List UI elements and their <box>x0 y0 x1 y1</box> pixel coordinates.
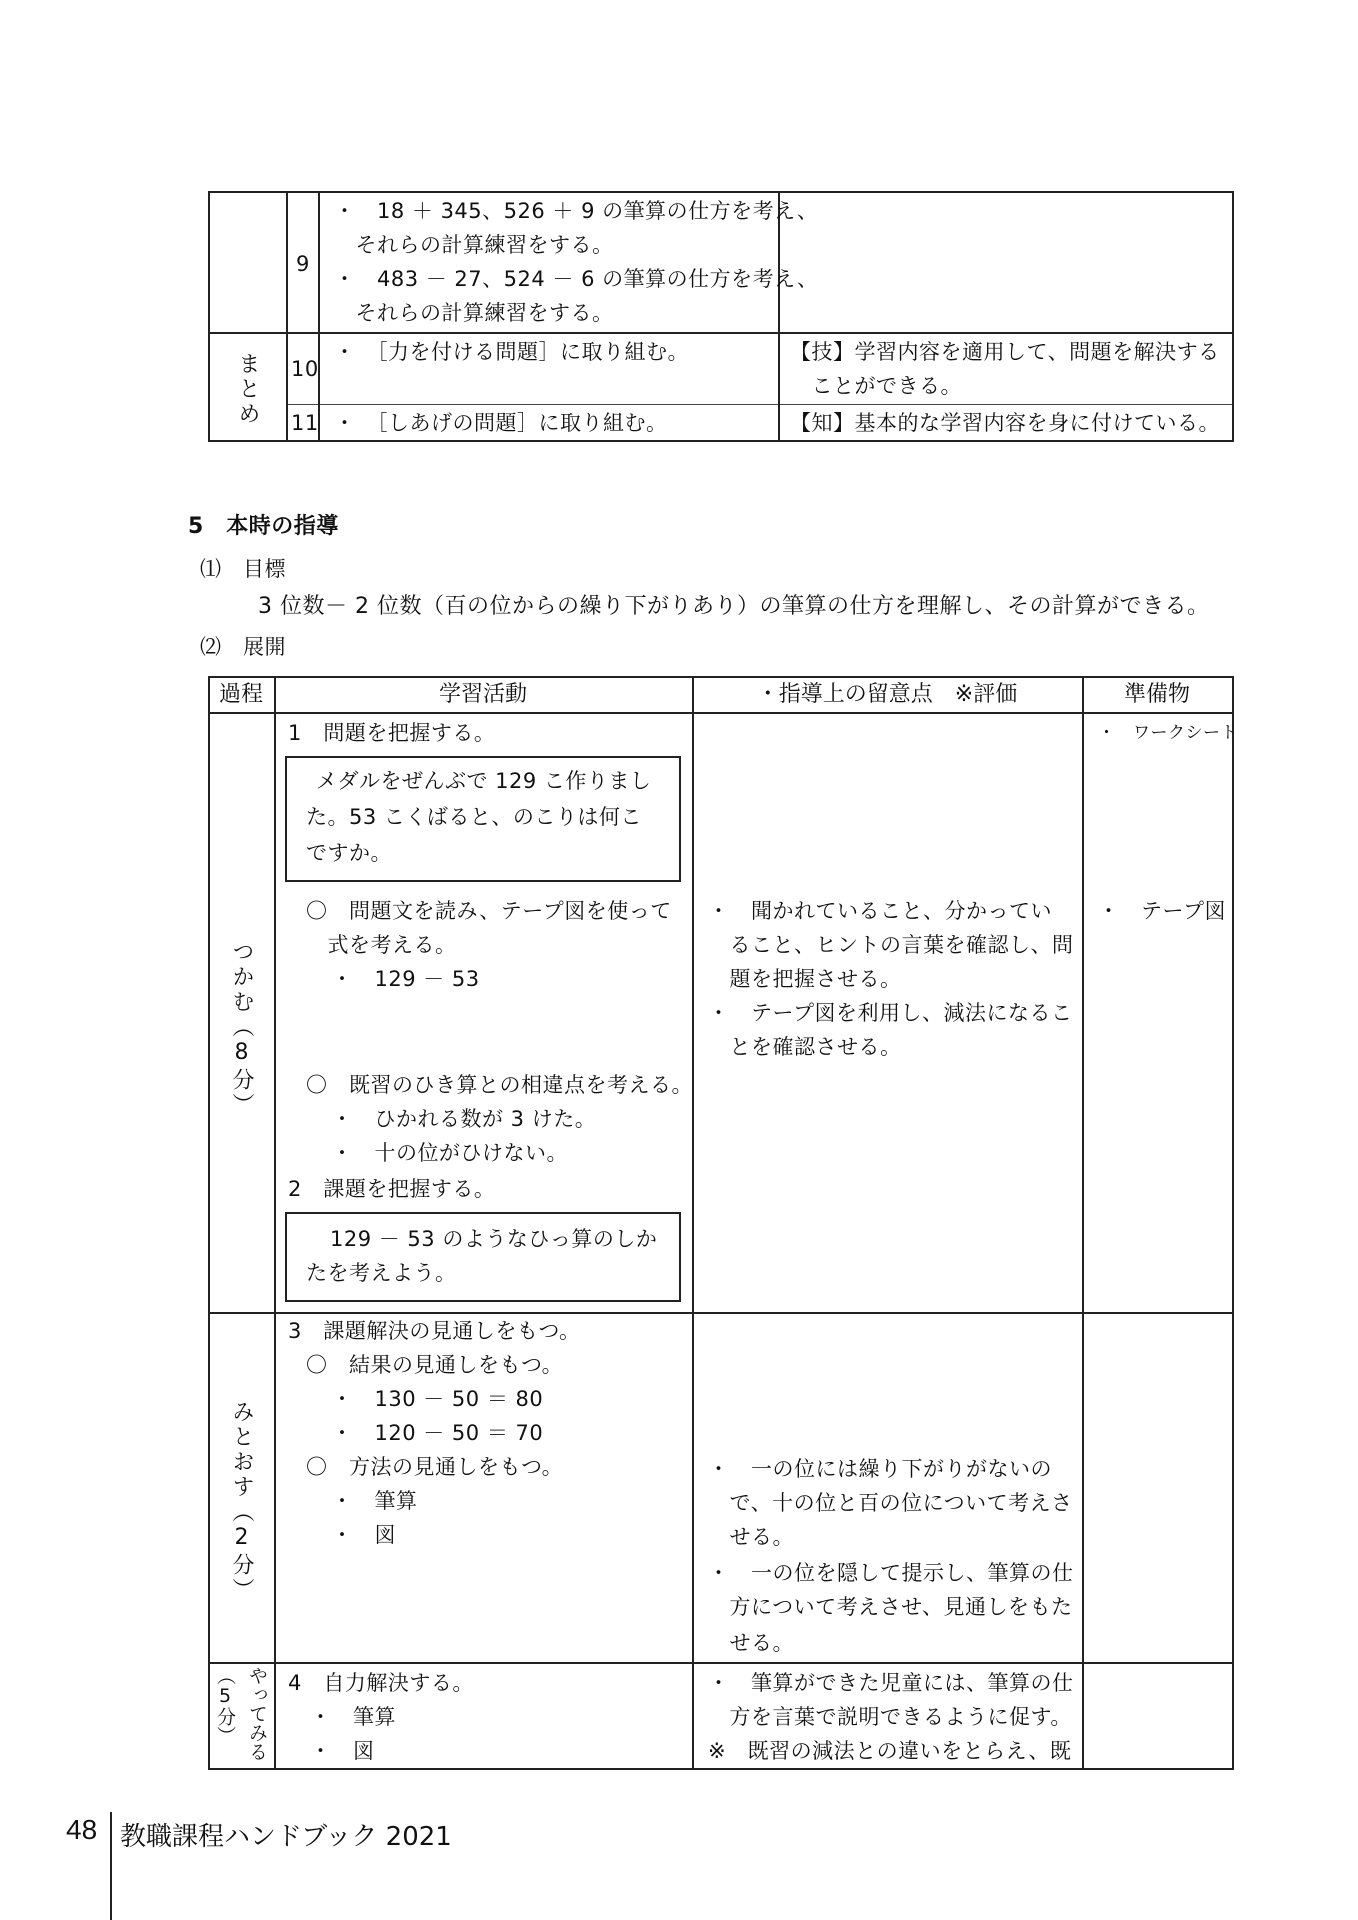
process-label-yattemiru: やってみる <box>246 1666 268 1761</box>
subsection-goal: ⑴ 目標 <box>200 557 286 581</box>
evaluation-line: 【知】基本的な学習内容を身に付けている。 <box>790 411 1220 435</box>
activity-line: 〇 問題文を読み、テープ図を使って <box>306 899 672 923</box>
note-line: ※ 既習の減法との違いをとらえ、既 <box>708 1739 1072 1763</box>
activity-line: ・ 130 － 50 ＝ 80 <box>310 1387 544 1411</box>
note-line: とを確認させる。 <box>708 1035 902 1059</box>
task-line: 129 － 53 のようなひっ算のしか <box>330 1227 658 1251</box>
note-line: ること、ヒントの言葉を確認し、問 <box>708 933 1074 957</box>
note-line: ・ 一の位を隠して提示し、筆算の仕 <box>708 1561 1074 1585</box>
activity-line: ・ 図 <box>310 1739 375 1763</box>
activity-line: ・ ［しあげの問題］に取り組む。 <box>334 411 668 435</box>
activity-line: 4 自力解決する。 <box>288 1671 474 1695</box>
activity-line: ・ 483 － 27、524 － 6 の筆算の仕方を考え、 <box>334 267 819 291</box>
note-line: ・ 筆算ができた児童には、筆算の仕 <box>708 1671 1074 1695</box>
material-tape-diagram: ・ テープ図 <box>1098 899 1226 923</box>
activity-line: ・ 18 ＋ 345、526 ＋ 9 の筆算の仕方を考え、 <box>334 199 819 223</box>
row-number: 11 <box>291 411 319 435</box>
problem-line: ですか。 <box>306 841 392 865</box>
activity-line: それらの計算練習をする。 <box>334 301 614 325</box>
process-label-tsukamu: つかむ（8分） <box>229 940 254 1118</box>
note-line: で、十の位と百の位について考えさ <box>708 1491 1073 1515</box>
goal-text: 3 位数－ 2 位数（百の位からの繰り下がりあり）の筆算の仕方を理解し、その計算ができる。 <box>258 594 1210 619</box>
activity-line: ・ 129 － 53 <box>310 967 480 991</box>
note-line: ・ テープ図を利用し、減法になるこ <box>708 1001 1073 1025</box>
activity-line: 〇 既習のひき算との相違点を考える。 <box>306 1073 693 1097</box>
note-line: ・ 聞かれていること、分かってい <box>708 899 1052 923</box>
header-activity: 学習活動 <box>438 682 527 707</box>
step-1: 1 問題を把握する。 <box>288 721 496 745</box>
evaluation-line: ことができる。 <box>790 374 962 398</box>
problem-line: た。53 こくばると、のこりは何こ <box>306 805 642 829</box>
note-line: 題を把握させる。 <box>708 967 902 991</box>
process-label-mitoosu: みとおす（2分） <box>229 1400 254 1603</box>
task-line: たを考えよう。 <box>306 1261 457 1285</box>
activity-line: ・ 筆算 <box>310 1489 418 1513</box>
activity-line: 〇 結果の見通しをもつ。 <box>306 1353 564 1377</box>
row-number: 9 <box>296 252 310 276</box>
note-line: せる。 <box>708 1631 794 1655</box>
row-number: 10 <box>291 357 319 381</box>
footer-divider <box>110 1812 112 1920</box>
evaluation-line: 【技】学習内容を適用して、問題を解決する <box>790 340 1220 364</box>
step-2: 2 課題を把握する。 <box>288 1177 496 1201</box>
footer-title: 教職課程ハンドブック 2021 <box>120 1822 452 1852</box>
subsection-development: ⑵ 展開 <box>200 635 286 659</box>
problem-line: メダルをぜんぶで 129 こ作りまし <box>316 769 652 793</box>
page-number: 48 <box>66 1814 98 1845</box>
activity-line: 〇 方法の見通しをもつ。 <box>306 1455 564 1479</box>
header-process: 過程 <box>218 682 263 707</box>
material-worksheet: ・ ワークシート <box>1098 723 1238 743</box>
note-line: せる。 <box>708 1525 794 1549</box>
note-line: 方を言葉で説明できるように促す。 <box>708 1705 1072 1729</box>
activity-line: ・ 図 <box>310 1523 396 1547</box>
header-notes: ・指導上の留意点 ※評価 <box>756 682 1018 707</box>
note-line: 方について考えさせ、見通しをもた <box>708 1595 1073 1619</box>
activity-line: 式を考える。 <box>306 933 457 957</box>
activity-line: ・ 120 － 50 ＝ 70 <box>310 1421 544 1445</box>
process-label-yattemiru-time: （5分） <box>214 1666 236 1745</box>
note-line: ・ 一の位には繰り下がりがないの <box>708 1457 1052 1481</box>
header-materials: 準備物 <box>1123 682 1190 707</box>
process-label-matome: まとめ <box>235 352 260 427</box>
section-heading: 5 本時の指導 <box>188 514 339 539</box>
activity-line: 3 課題解決の見通しをもつ。 <box>288 1319 581 1343</box>
activity-line: ・ 十の位がひけない。 <box>310 1141 568 1165</box>
activity-line: それらの計算練習をする。 <box>334 233 614 257</box>
activity-line: ・ 筆算 <box>310 1705 396 1729</box>
activity-line: ・ ひかれる数が 3 けた。 <box>310 1107 597 1131</box>
activity-line: ・ ［力を付ける問題］に取り組む。 <box>334 340 689 364</box>
